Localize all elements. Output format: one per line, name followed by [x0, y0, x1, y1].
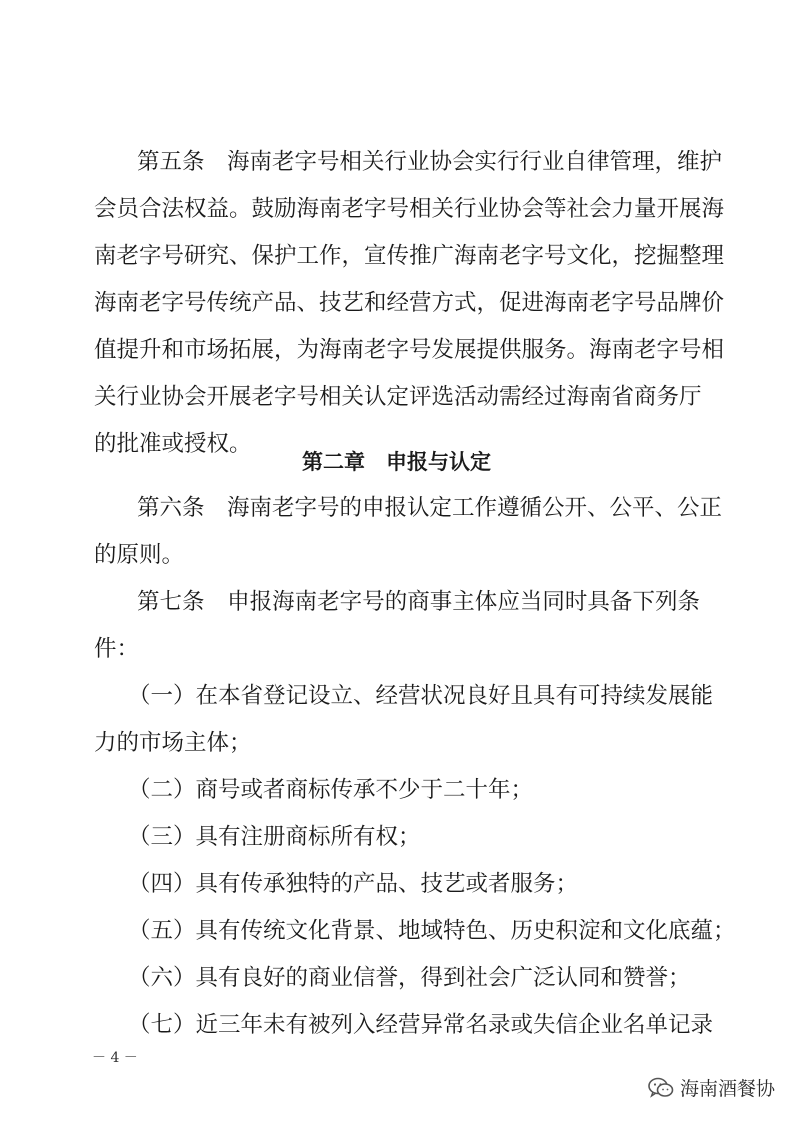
- article-5-line-3: 南老字号研究、保护工作，宣传推广海南老字号文化，挖掘整理: [94, 243, 725, 269]
- condition-6: （六）具有良好的商业信誉，得到社会广泛认同和赞誉；: [128, 965, 691, 991]
- condition-3: （三）具有注册商标所有权；: [128, 824, 421, 850]
- condition-5: （五）具有传统文化背景、地域特色、历史积淀和文化底蕴；: [128, 918, 736, 944]
- article-5-line-2: 会员合法权益。鼓励海南老字号相关行业协会等社会力量开展海: [94, 196, 725, 222]
- wechat-watermark: [648, 1074, 775, 1101]
- condition-2: （二）商号或者商标传承不少于二十年；: [128, 777, 534, 803]
- wechat-icon: [648, 1077, 674, 1099]
- article-5-line-6: 关行业协会开展老字号相关认定评选活动需经过海南省商务厅: [94, 384, 702, 410]
- article-5-line-5: 值提升和市场拓展，为海南老字号发展提供服务。海南老字号相: [94, 337, 725, 363]
- article-7-line-2: 件：: [94, 636, 140, 662]
- article-7-line-1: 第七条 申报海南老字号的商事主体应当同时具备下列条: [137, 589, 700, 615]
- condition-1-line-2: 力的市场主体；: [94, 730, 252, 756]
- watermark-text: 海南酒餐协: [679, 1078, 775, 1100]
- condition-7: （七）近三年未有被列入经营异常名录或失信企业名单记录: [128, 1012, 714, 1038]
- article-5-line-7: 的批准或授权。: [94, 431, 252, 457]
- article-5-line-1: 第五条 海南老字号相关行业协会实行行业自律管理，维护: [137, 149, 723, 175]
- page-number: － 4 －: [92, 1050, 138, 1066]
- article-5-line-4: 海南老字号传统产品、技艺和经营方式，促进海南老字号品牌价: [94, 290, 725, 316]
- article-6-line-2: 的原则。: [94, 542, 185, 568]
- condition-1-line-1: （一）在本省登记设立、经营状况良好且具有可持续发展能: [128, 683, 714, 709]
- condition-4: （四）具有传承独特的产品、技艺或者服务；: [128, 871, 579, 897]
- chapter-heading: 第二章 申报与认定: [302, 450, 491, 474]
- article-6-line-1: 第六条 海南老字号的申报认定工作遵循公开、公平、公正: [137, 495, 723, 521]
